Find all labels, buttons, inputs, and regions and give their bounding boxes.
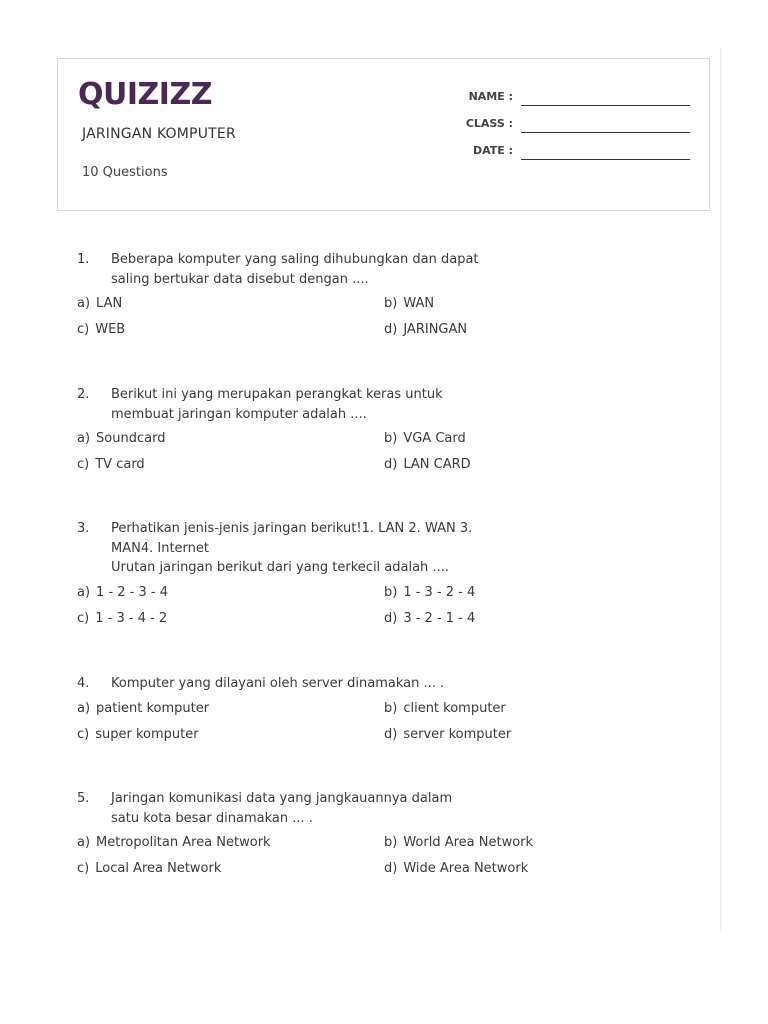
option-letter: a): [77, 431, 91, 446]
question-2: [77, 385, 677, 472]
option-c[interactable]: [77, 455, 145, 475]
option-letter: b): [384, 700, 398, 716]
option-text: TV card: [95, 457, 145, 472]
option-c[interactable]: [77, 859, 221, 879]
question-number: 1.: [77, 252, 90, 267]
option-text: patient komputer: [96, 700, 210, 716]
option-b[interactable]: [384, 699, 506, 719]
option-letter: a): [77, 700, 91, 716]
worksheet-header: [57, 58, 710, 211]
question-text: Berikut ini yang merupakan perangkat keras untuk membuat jaringan komputer adalah ....: [111, 387, 443, 422]
option-c[interactable]: [77, 725, 199, 745]
option-letter: c): [77, 726, 90, 742]
option-text: Wide Area Network: [403, 861, 529, 876]
option-a[interactable]: [77, 294, 122, 314]
option-d[interactable]: [384, 455, 471, 475]
option-text: WAN: [403, 296, 435, 311]
option-b[interactable]: [384, 294, 434, 314]
class-field-label: CLASS :: [465, 117, 513, 130]
question-number: 3.: [77, 521, 90, 536]
question-text: Jaringan komunikasi data yang jangkauannya dalam satu kota besar dinamakan ... .: [111, 791, 453, 826]
date-field[interactable]: [438, 144, 690, 160]
option-letter: c): [77, 457, 90, 472]
question-text: Komputer yang dilayani oleh server dinamakan ... .: [111, 676, 445, 691]
quizizz-logo: QUIZIZZ: [78, 77, 212, 112]
option-letter: b): [384, 584, 398, 600]
option-text: 1 - 2 - 3 - 4: [96, 584, 168, 600]
option-d[interactable]: [384, 320, 467, 340]
option-text: VGA Card: [403, 431, 466, 446]
name-field[interactable]: [438, 90, 690, 106]
question-text: Beberapa komputer yang saling dihubungkan dan dapat saling bertukar data disebut dengan ....: [111, 252, 479, 287]
page-edge-divider: [720, 48, 721, 932]
option-letter: d): [384, 610, 398, 626]
option-text: 1 - 3 - 4 - 2: [95, 610, 168, 626]
option-d[interactable]: [384, 609, 475, 629]
question-number: 2.: [77, 387, 90, 402]
option-c[interactable]: [77, 320, 125, 340]
option-letter: c): [77, 610, 90, 626]
option-letter: a): [77, 584, 91, 600]
question-text: Perhatikan jenis-jenis jaringan berikut!1. LAN 2. WAN 3. MAN4. Internet Urutan jaringan berikut dari yang terkecil adalah ....: [111, 521, 473, 575]
option-a[interactable]: [77, 833, 271, 853]
option-letter: b): [384, 835, 398, 850]
option-letter: c): [77, 322, 90, 337]
class-field-line[interactable]: [521, 132, 690, 133]
option-letter: d): [384, 726, 398, 742]
question-number: 4.: [77, 676, 90, 691]
option-d[interactable]: [384, 725, 511, 745]
option-text: 3 - 2 - 1 - 4: [403, 610, 476, 626]
option-text: 1 - 3 - 2 - 4: [403, 584, 476, 600]
option-a[interactable]: [77, 699, 209, 719]
question-number: 5.: [77, 791, 90, 806]
option-text: client komputer: [403, 700, 506, 716]
option-text: LAN: [96, 296, 123, 311]
worksheet-title: JARINGAN KOMPUTER: [82, 126, 236, 142]
question-1: [77, 250, 677, 337]
question-3: [77, 519, 677, 626]
date-field-label: DATE :: [472, 144, 513, 157]
option-b[interactable]: [384, 583, 475, 603]
option-d[interactable]: [384, 859, 528, 879]
option-letter: b): [384, 431, 398, 446]
question-5: [77, 789, 677, 876]
option-letter: a): [77, 296, 91, 311]
name-field-label: NAME :: [468, 90, 513, 103]
option-text: server komputer: [403, 726, 512, 742]
option-text: Local Area Network: [95, 861, 222, 876]
option-letter: c): [77, 861, 90, 876]
question-count: 10 Questions: [82, 165, 168, 180]
option-text: Metropolitan Area Network: [96, 835, 271, 850]
option-text: Soundcard: [96, 431, 166, 446]
option-text: LAN CARD: [403, 457, 471, 472]
option-letter: b): [384, 296, 398, 311]
date-field-line[interactable]: [521, 159, 690, 160]
class-field[interactable]: [438, 117, 690, 133]
option-c[interactable]: [77, 609, 167, 629]
option-a[interactable]: [77, 429, 165, 449]
option-letter: d): [384, 861, 398, 876]
option-b[interactable]: [384, 833, 533, 853]
name-field-line[interactable]: [521, 105, 690, 106]
option-text: World Area Network: [403, 835, 534, 850]
option-letter: d): [384, 457, 398, 472]
option-text: super komputer: [95, 726, 199, 742]
option-b[interactable]: [384, 429, 466, 449]
option-letter: a): [77, 835, 91, 850]
option-text: WEB: [95, 322, 126, 337]
question-4: [77, 674, 677, 742]
option-letter: d): [384, 322, 398, 337]
option-text: JARINGAN: [403, 322, 468, 337]
option-a[interactable]: [77, 583, 168, 603]
